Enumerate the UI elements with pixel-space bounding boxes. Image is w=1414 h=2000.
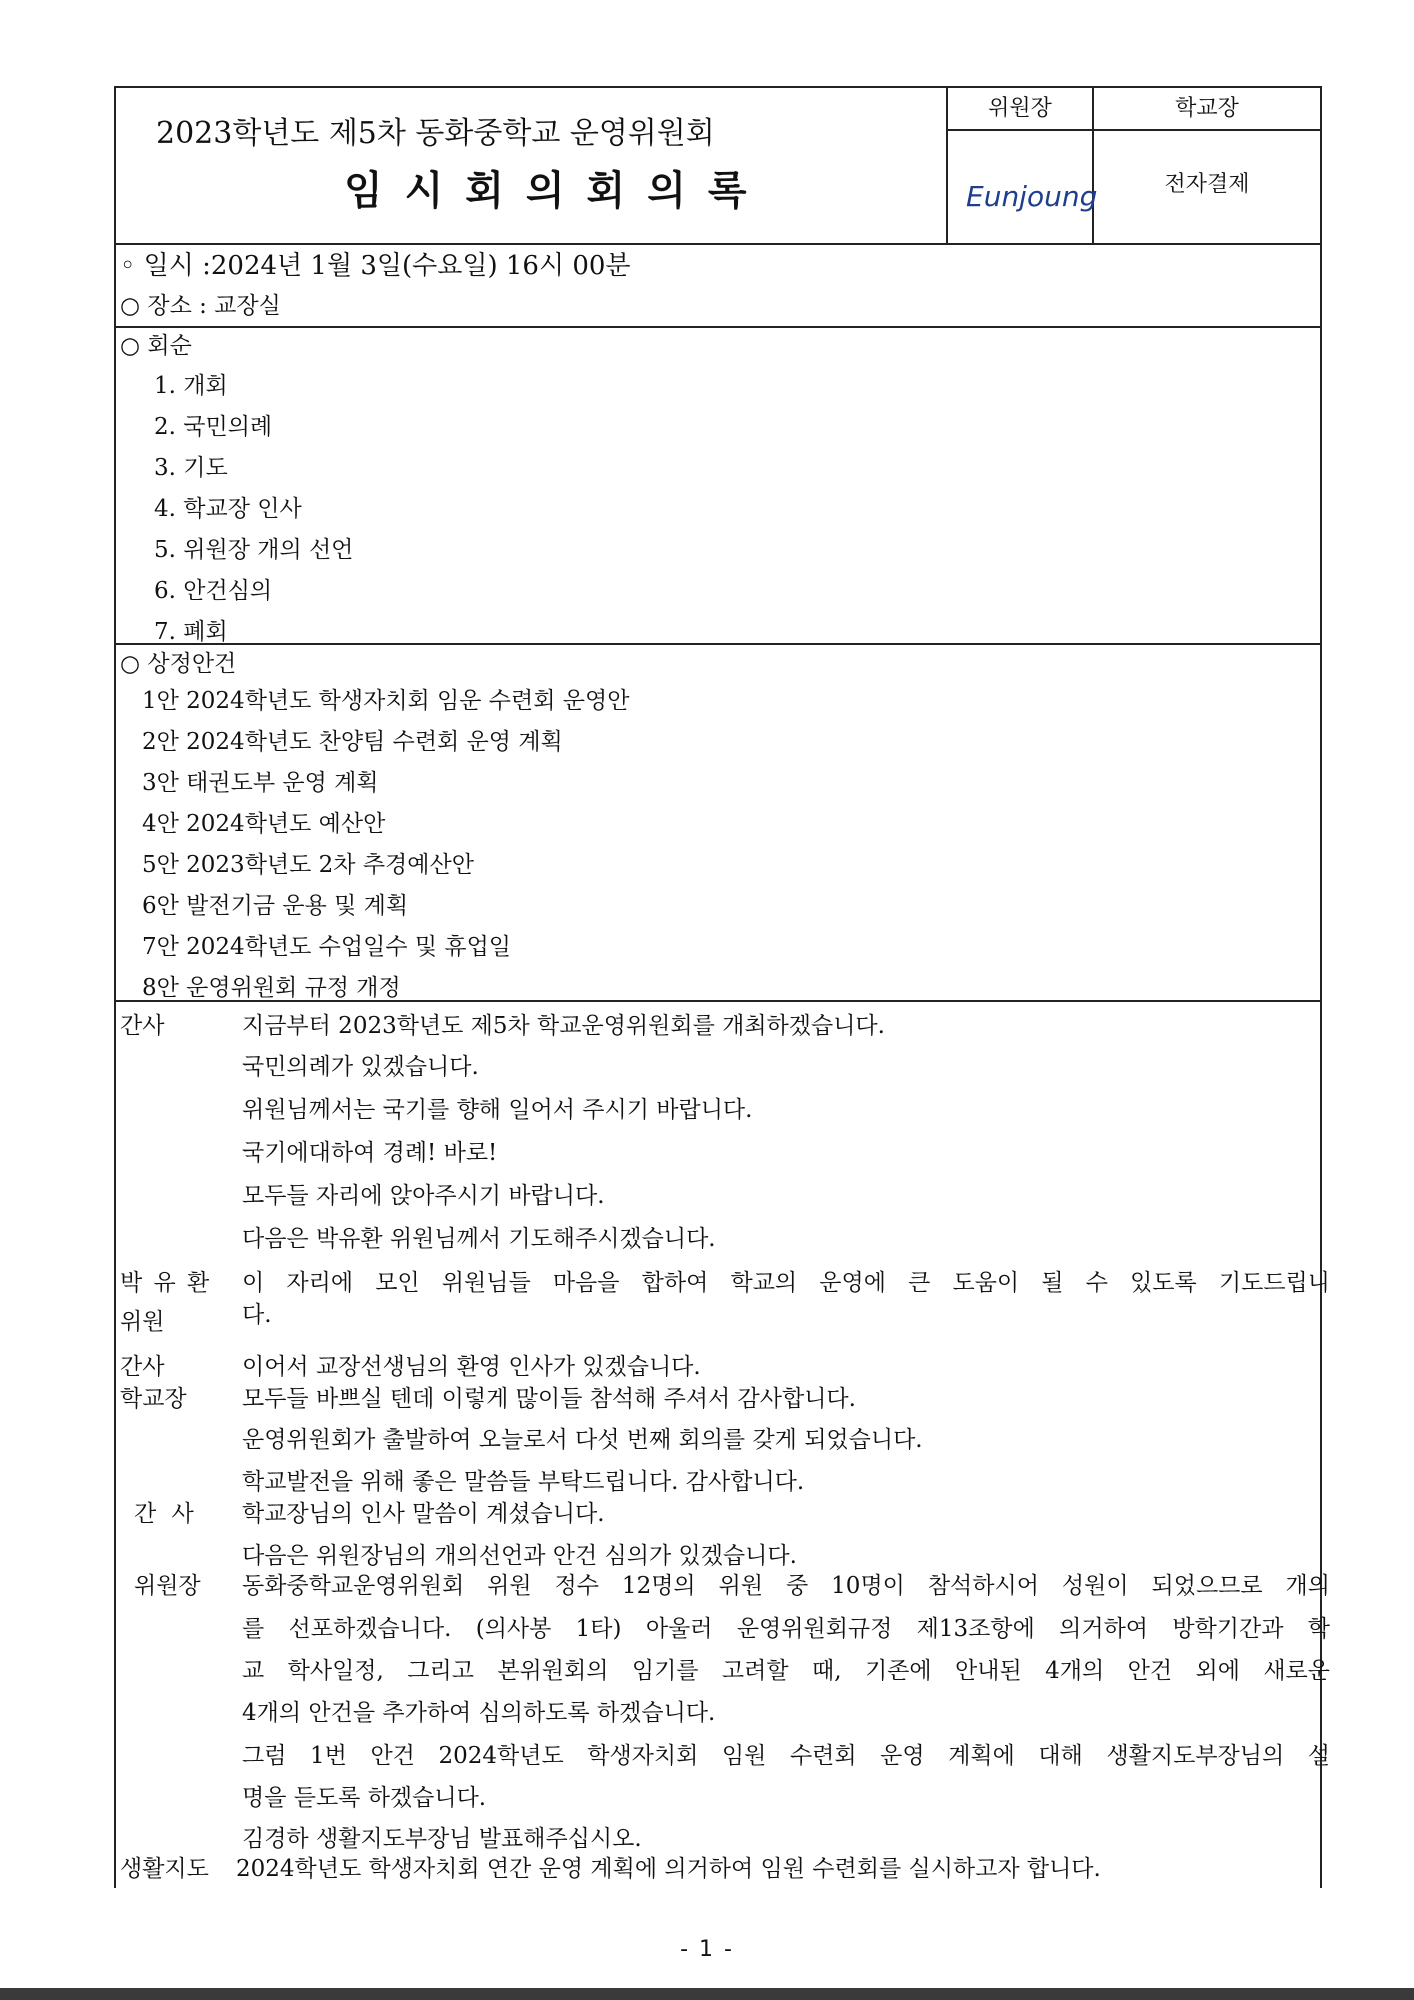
statement-line: 4개의 안건을 추가하여 심의하도록 하겠습니다.: [242, 1700, 716, 1726]
agenda-item: 4안 2024학년도 예산안: [142, 811, 386, 837]
minutes-document: [114, 86, 1330, 1888]
order-item: 7. 폐회: [154, 619, 228, 645]
agenda-item: 2안 2024학년도 찬양팀 수련회 운영 계획: [142, 729, 563, 755]
order-item: 2. 국민의례: [154, 414, 273, 440]
statement-line: 국민의례가 있겠습니다.: [242, 1054, 479, 1080]
chair-signature: Eunjoung: [966, 180, 1098, 213]
page-number: - 1 -: [680, 1937, 734, 1962]
order-item: 3. 기도: [154, 455, 228, 481]
order-item: 4. 학교장 인사: [154, 496, 302, 522]
meeting-datetime: ◦ 일시 :2024년 1월 3일(수요일) 16시 00분: [120, 251, 631, 281]
statement-line: 학교장님의 인사 말씀이 계셨습니다.: [242, 1501, 605, 1527]
statement-line: 를 선포하겠습니다. (의사봉 1타) 아울러 운영위원회규정 제13조항에 의거하여 방학기간과 학: [242, 1616, 1330, 1642]
table-top-border: [114, 86, 1322, 88]
statement-line: 다음은 박유환 위원님께서 기도해주시겠습니다.: [242, 1226, 716, 1252]
statement-line: 모두들 자리에 앉아주시기 바랍니다.: [242, 1183, 605, 1209]
order-heading: ○ 회순: [120, 333, 192, 359]
document-title: 임시회의회의록: [344, 167, 769, 214]
speaker-label: 학교장: [120, 1386, 187, 1412]
approval-status: 전자결제: [1164, 172, 1250, 197]
statement-line: 모두들 바쁘실 텐데 이렇게 많이들 참석해 주셔서 감사합니다.: [242, 1386, 856, 1412]
agenda-item: 7안 2024학년도 수업일수 및 휴업일: [142, 934, 512, 960]
speaker-label: 간사: [120, 1354, 165, 1380]
statement-line: 국기에대하여 경례! 바로!: [242, 1140, 498, 1166]
info-bottom-line: [114, 326, 1322, 328]
speaker-label: 위원: [120, 1309, 165, 1335]
speaker-label: 간사: [120, 1013, 165, 1039]
agenda-item: 8안 운영위원회 규정 개정: [142, 975, 401, 1001]
statement-line: 학교발전을 위해 좋은 말씀들 부탁드립니다. 감사합니다.: [242, 1469, 805, 1495]
statement-line: 교 학사일정, 그리고 본위원회의 임기를 고려할 때, 기존에 안내된 4개의 안건 외에 새로운: [242, 1658, 1330, 1684]
statement-line: 운영위원회가 출발하여 오늘로서 다섯 번째 회의를 갖게 되었습니다.: [242, 1427, 923, 1453]
statement-line: 위원님께서는 국기를 향해 일어서 주시기 바랍니다.: [242, 1097, 753, 1123]
statement-line: 이 자리에 모인 위원님들 마음을 합하여 학교의 운영에 큰 도움이 될 수 있도록 기도드립니: [242, 1270, 1330, 1296]
statement-line: 다음은 위원장님의 개의선언과 안건 심의가 있겠습니다.: [242, 1543, 797, 1569]
bottom-bar: [0, 1988, 1414, 2000]
statement-line: 2024학년도 학생자치회 연간 운영 계획에 의거하여 임원 수련회를 실시하고자 합니다.: [236, 1856, 1101, 1882]
table-left-border: [114, 86, 116, 1888]
order-item: 6. 안건심의: [154, 578, 273, 604]
approval-header-line: [946, 129, 1322, 131]
agenda-item: 3안 태권도부 운영 계획: [142, 770, 379, 796]
speaker-label: 박 유 환: [120, 1270, 212, 1296]
meeting-place: ○ 장소 : 교장실: [120, 293, 281, 319]
agenda-heading: ○ 상정안건: [120, 651, 237, 677]
order-bottom-line: [114, 643, 1322, 645]
speaker-label: 생활지도: [120, 1856, 209, 1882]
statement-line: 이어서 교장선생님의 환영 인사가 있겠습니다.: [242, 1354, 701, 1380]
statement-line: 명을 듣도록 하겠습니다.: [242, 1785, 487, 1811]
order-item: 1. 개회: [154, 373, 228, 399]
speaker-label: 위원장: [134, 1573, 201, 1599]
agenda-bottom-line: [114, 1000, 1322, 1002]
meeting-title: 2023학년도 제5차 동화중학교 운영위원회: [156, 116, 715, 151]
statement-line: 김경하 생활지도부장님 발표해주십시오.: [242, 1826, 642, 1852]
statement-line: 그럼 1번 안건 2024학년도 학생자치회 임원 수련회 운영 계획에 대해 생활지도부장님의 설: [242, 1743, 1330, 1769]
statement-line: 동화중학교운영위원회 위원 정수 12명의 위원 중 10명이 참석하시어 성원이 되었으므로 개의: [242, 1573, 1330, 1599]
agenda-item: 5안 2023학년도 2차 추경예산안: [142, 852, 474, 878]
agenda-item: 6안 발전기금 운용 및 계획: [142, 893, 409, 919]
header-bottom-line: [114, 243, 1322, 245]
order-item: 5. 위원장 개의 선언: [154, 537, 354, 563]
agenda-item: 1안 2024학년도 학생자치회 임운 수련회 운영안: [142, 688, 630, 714]
speaker-label: 간 사: [134, 1501, 198, 1527]
chair-label: 위원장: [988, 96, 1052, 121]
statement-line: 다.: [242, 1302, 272, 1328]
statement-line: 지금부터 2023학년도 제5차 학교운영위원회를 개최하겠습니다.: [242, 1013, 885, 1039]
principal-label: 학교장: [1175, 96, 1239, 121]
